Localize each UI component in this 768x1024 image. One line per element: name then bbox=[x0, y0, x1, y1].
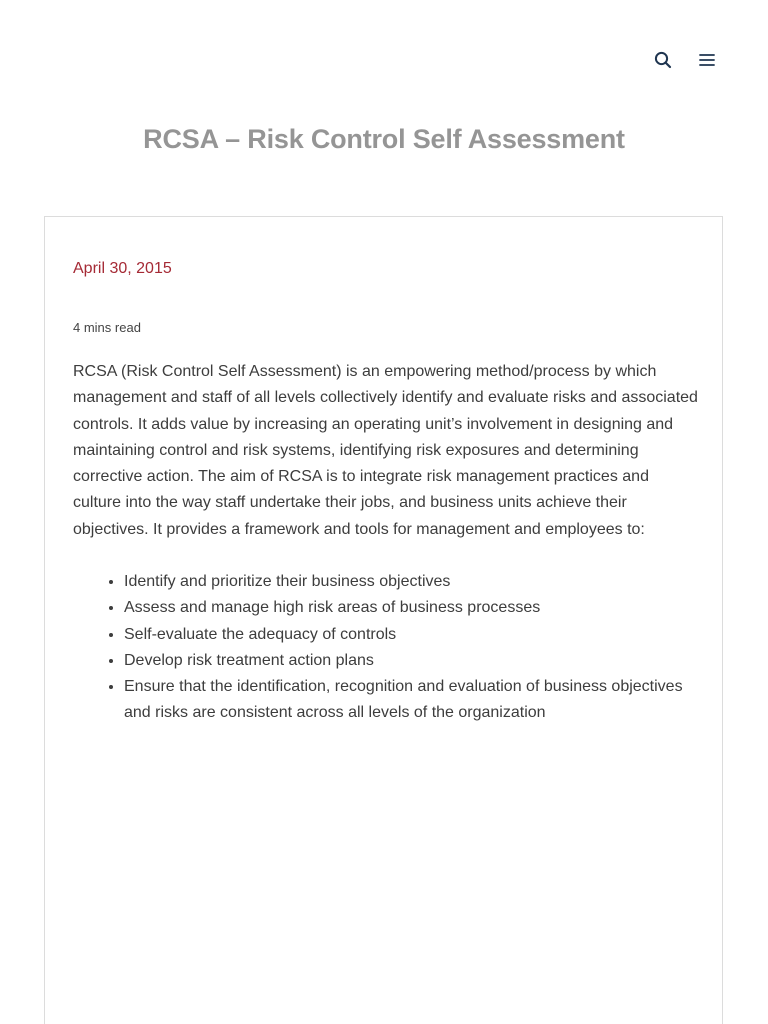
page-title: RCSA – Risk Control Self Assessment bbox=[143, 124, 625, 154]
article-card bbox=[44, 216, 723, 1024]
list-item: • Ensure that the identification, recognition and evaluation of business objectives and risks are consistent across all levels of the organization bbox=[124, 674, 699, 727]
menu-button[interactable] bbox=[697, 50, 717, 70]
search-button[interactable] bbox=[653, 50, 673, 70]
article-body: RCSA (Risk Control Self Assessment) is an empowering method/process by which management and staff of all levels collectively identify and evaluate risks and associated controls. It adds value by increasing an operating unit’s involvement in designing and maintaining control and risk systems, identifying risk exposures and determining corrective action. The aim of RCSA is to integrate risk management practices and culture into the way staff undertake their jobs, and business units achieve their objectives. It provides a framework and tools for management and employees to: bbox=[73, 363, 698, 538]
read-time: 4 mins read bbox=[73, 320, 141, 335]
list-item: • Self-evaluate the adequacy of controls bbox=[124, 622, 699, 648]
hamburger-menu-icon bbox=[697, 50, 717, 70]
post-date[interactable]: April 30, 2015 bbox=[73, 260, 172, 277]
objectives-list bbox=[73, 569, 699, 727]
list-item: • Identify and prioritize their business objectives bbox=[124, 569, 699, 595]
search-icon bbox=[653, 50, 673, 70]
list-item: • Assess and manage high risk areas of business processes bbox=[124, 595, 699, 621]
list-item: • Develop risk treatment action plans bbox=[124, 648, 699, 674]
